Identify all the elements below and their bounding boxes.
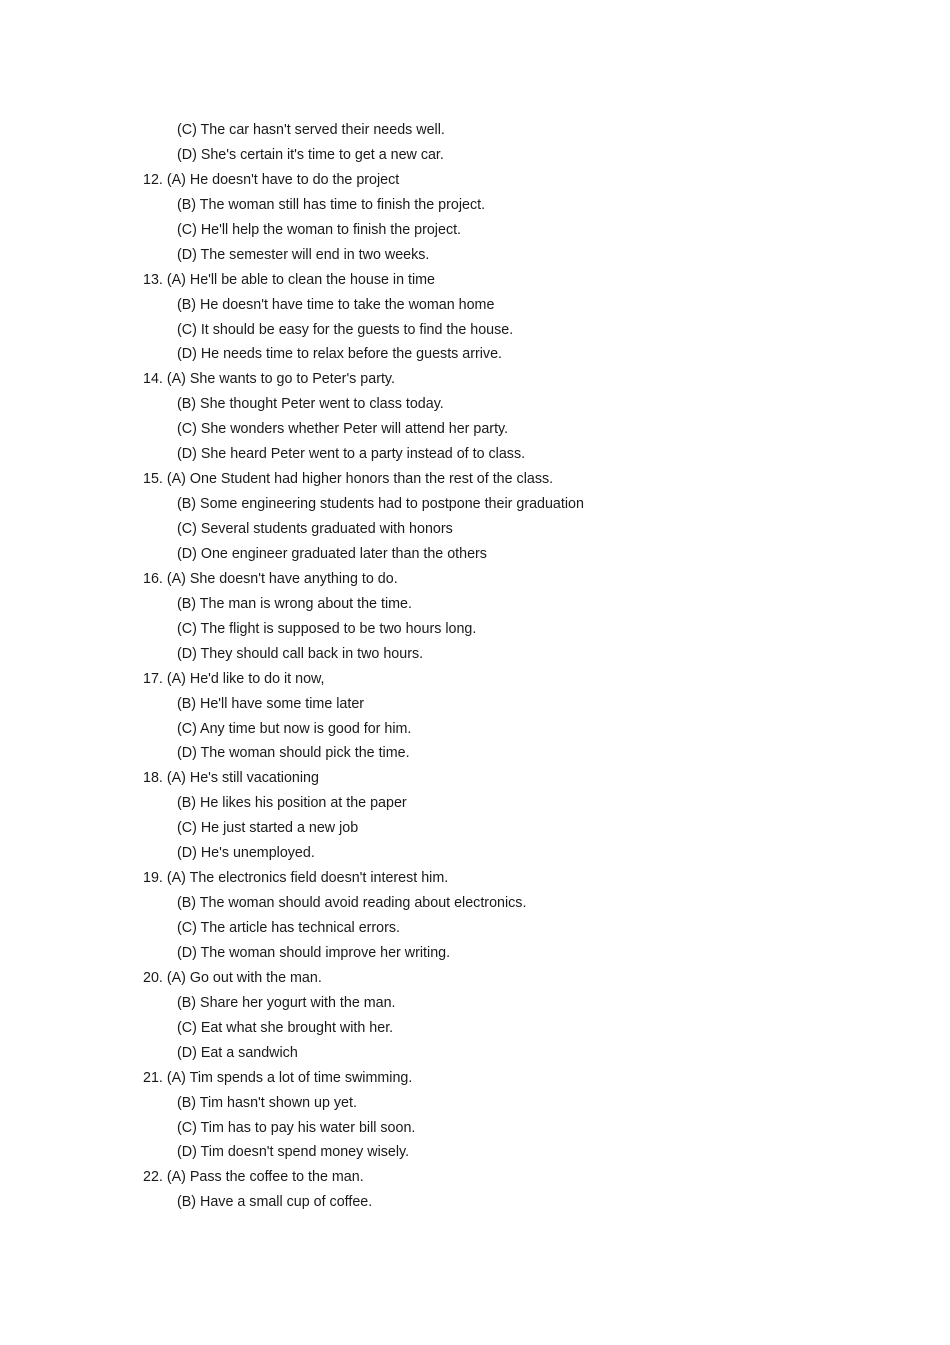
answer-option: (D) She heard Peter went to a party instead of to class.	[177, 446, 526, 463]
answer-option: (B) Have a small cup of coffee.	[177, 1194, 373, 1211]
answer-option: (D) The semester will end in two weeks.	[177, 246, 430, 263]
answer-option: (C) Tim has to pay his water bill soon.	[177, 1119, 416, 1136]
answer-option: (C) Several students graduated with honors	[177, 521, 453, 537]
answer-option: (C) Any time but now is good for him.	[177, 720, 412, 737]
answer-option: (B) He'll have some time later	[177, 695, 365, 712]
answer-option: (B) Tim hasn't shown up yet.	[177, 1094, 357, 1111]
answer-option: (D) He's unemployed.	[177, 845, 315, 862]
question-line: 17. (A) He'd like to do it now,	[143, 670, 325, 687]
answer-option: (C) Eat what she brought with her.	[177, 1019, 394, 1036]
question-line: 20. (A) Go out with the man.	[143, 969, 322, 986]
answer-option: (C) She wonders whether Peter will attend her party.	[177, 421, 509, 438]
question-line: 14. (A) She wants to go to Peter's party.	[143, 371, 395, 388]
answer-option: (D) They should call back in two hours.	[177, 645, 424, 662]
answer-option: (B) He likes his position at the paper	[177, 795, 407, 812]
question-line: 12. (A) He doesn't have to do the project	[143, 171, 400, 188]
answer-option: (B) The woman should avoid reading about electronics.	[177, 895, 527, 912]
answer-option: (D) He needs time to relax before the guests arrive.	[177, 346, 503, 363]
question-list	[0, 118, 950, 1215]
question-line: 13. (A) He'll be able to clean the house in time	[143, 271, 436, 288]
question-line: 22. (A) Pass the coffee to the man.	[143, 1169, 364, 1186]
question-line: 16. (A) She doesn't have anything to do.	[143, 570, 398, 587]
answer-option: (D) The woman should pick the time.	[177, 745, 410, 762]
answer-option: (D) Eat a sandwich	[177, 1044, 298, 1061]
answer-option: (B) Some engineering students had to postpone their graduation	[177, 496, 584, 513]
answer-option: (C) The flight is supposed to be two hours long.	[177, 620, 477, 637]
answer-option: (C) It should be easy for the guests to find the house.	[177, 321, 514, 338]
answer-option: (C) He'll help the woman to finish the project.	[177, 221, 462, 238]
answer-option: (B) The woman still has time to finish the project.	[177, 196, 486, 213]
answer-option: (C) The article has technical errors.	[177, 920, 401, 936]
answer-option: (D) One engineer graduated later than the others	[177, 545, 487, 562]
question-line: 19. (A) The electronics field doesn't interest him.	[143, 870, 449, 887]
answer-option: (B) He doesn't have time to take the woman home	[177, 296, 495, 313]
answer-option: (C) He just started a new job	[177, 820, 359, 837]
question-line: 21. (A) Tim spends a lot of time swimming.	[143, 1069, 413, 1086]
answer-option: (B) The man is wrong about the time.	[177, 595, 412, 612]
answer-option: (D) The woman should improve her writing.	[177, 944, 451, 961]
answer-option: (D) She's certain it's time to get a new car.	[177, 146, 444, 163]
answer-option: (B) Share her yogurt with the man.	[177, 994, 396, 1011]
question-line: 18. (A) He's still vacationing	[143, 770, 319, 787]
answer-option: (C) The car hasn't served their needs well.	[177, 122, 445, 138]
question-line: 15. (A) One Student had higher honors than the rest of the class.	[143, 471, 554, 488]
answer-option: (B) She thought Peter went to class today.	[177, 396, 444, 413]
answer-option: (D) Tim doesn't spend money wisely.	[177, 1144, 410, 1161]
